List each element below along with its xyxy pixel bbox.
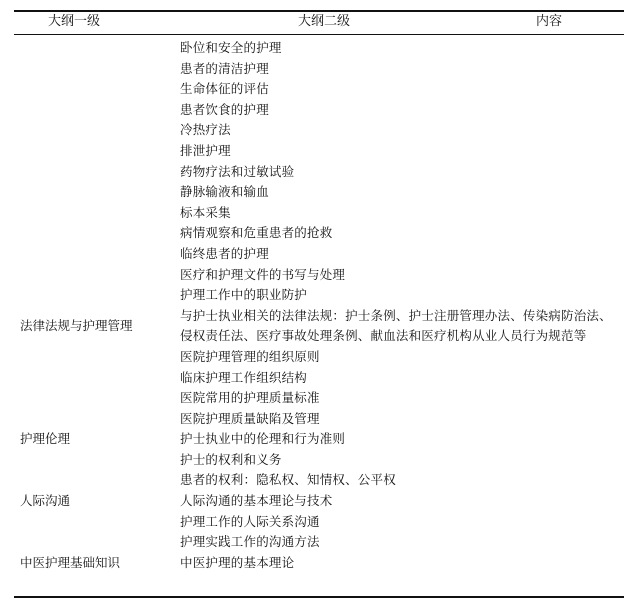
outline-table xyxy=(14,10,624,598)
table-row xyxy=(14,162,624,183)
level1-cell: 护理伦理 xyxy=(20,431,71,447)
table-row xyxy=(14,409,624,430)
table-bottom-rule xyxy=(14,596,624,598)
table-row xyxy=(14,368,624,389)
table-row xyxy=(14,38,624,59)
level2-cell: 护理实践工作的沟通方法 xyxy=(180,534,320,550)
level2-cell: 患者的权利：隐私权、知情权、公平权 xyxy=(180,472,396,488)
level2-cell: 中医护理的基本理论 xyxy=(180,554,295,570)
level2-cell: 医疗和护理文件的书写与处理 xyxy=(180,266,346,282)
table-row xyxy=(14,100,624,121)
table-top-rule xyxy=(14,10,624,12)
level2-cell: 护士执业中的伦理和行为准则 xyxy=(180,431,346,447)
table-row xyxy=(14,223,624,244)
level2-cell: 冷热疗法 xyxy=(180,122,231,138)
table-row xyxy=(14,512,624,533)
level2-cell: 临床护理工作组织结构 xyxy=(180,369,308,385)
level2-cell: 患者饮食的护理 xyxy=(180,101,269,117)
level2-cell: 药物疗法和过敏试验 xyxy=(180,163,295,179)
table-row xyxy=(14,470,624,491)
level2-cell: 医院护理质量缺陷及管理 xyxy=(180,410,320,426)
level2-cell: 生命体征的评估 xyxy=(180,81,269,97)
table-row xyxy=(14,388,624,409)
table-row xyxy=(14,491,624,512)
level2-cell: 与护士执业相关的法律法规：护士条例、护士注册管理办法、传染病防治法、侵权责任法、医疗事故处理条例、献血法和医疗机构从业人员行为规范等 xyxy=(180,307,612,344)
table-row xyxy=(14,450,624,471)
table-row xyxy=(14,141,624,162)
level2-cell: 人际沟通的基本理论与技术 xyxy=(180,493,333,509)
header-level1: 大纲一级 xyxy=(47,14,100,29)
level2-cell: 医院常用的护理质量标准 xyxy=(180,390,320,406)
level2-cell: 护理工作中的职业防护 xyxy=(180,287,308,303)
level2-cell: 排泄护理 xyxy=(180,142,231,158)
table-row xyxy=(14,347,624,368)
table-body xyxy=(14,38,624,573)
table-header-rule xyxy=(14,34,624,35)
table-row xyxy=(14,182,624,203)
level2-cell: 患者的清洁护理 xyxy=(180,60,269,76)
level1-cell: 中医护理基础知识 xyxy=(20,554,121,570)
table-row xyxy=(14,553,624,574)
table-row xyxy=(14,244,624,265)
table-row xyxy=(14,285,624,306)
header-content: 内容 xyxy=(535,14,562,29)
table-row xyxy=(14,79,624,100)
level2-cell: 临终患者的护理 xyxy=(180,245,269,261)
level2-cell: 医院护理管理的组织原则 xyxy=(180,348,320,364)
level1-cell: 人际沟通 xyxy=(20,493,71,509)
level2-cell: 护理工作的人际关系沟通 xyxy=(180,513,320,529)
header-level2: 大纲二级 xyxy=(297,14,350,29)
table-row xyxy=(14,203,624,224)
table-row xyxy=(14,306,624,347)
level2-cell: 静脉输液和输血 xyxy=(180,184,269,200)
level2-cell: 卧位和安全的护理 xyxy=(180,40,282,55)
level2-cell: 标本采集 xyxy=(180,204,231,220)
level1-cell: 法律法规与护理管理 xyxy=(20,318,133,334)
level2-cell: 病情观察和危重患者的抢救 xyxy=(180,225,333,241)
table-row xyxy=(14,120,624,141)
table-row xyxy=(14,532,624,553)
table-row xyxy=(14,265,624,286)
table-row xyxy=(14,59,624,80)
table-row xyxy=(14,429,624,450)
level2-cell: 护士的权利和义务 xyxy=(180,451,282,467)
